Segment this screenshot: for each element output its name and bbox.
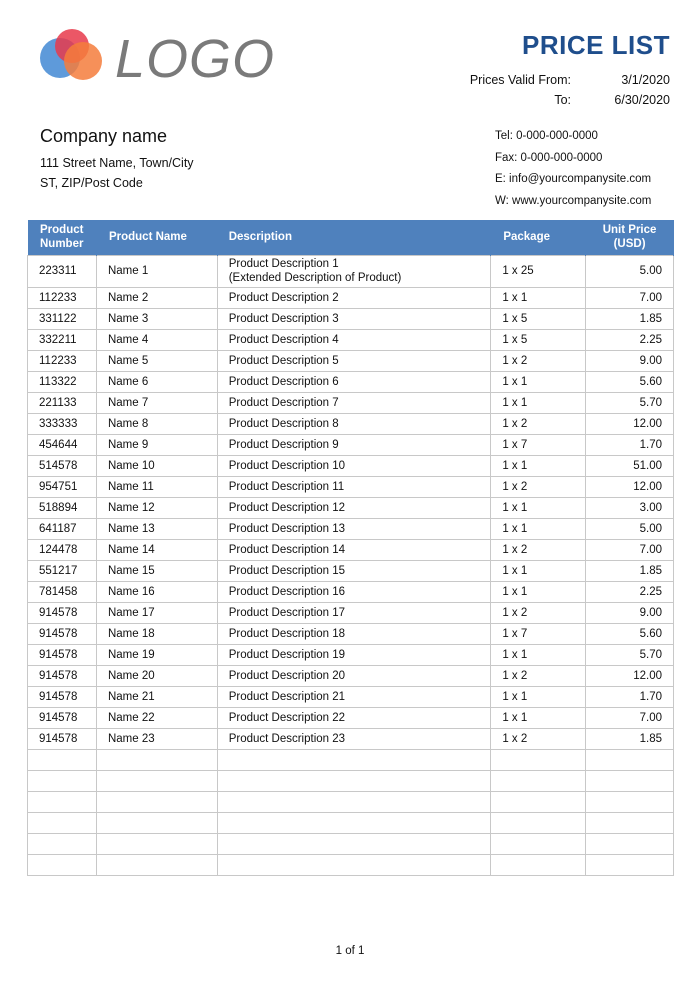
cell-unit-price: 5.00 [586,255,674,287]
cell-description [217,644,491,665]
cell-description [217,392,491,413]
cell-product-name: Name 15 [96,560,217,581]
cell-description [217,518,491,539]
table-row [28,686,674,707]
table-row [28,497,674,518]
cell-product-name: Name 20 [96,665,217,686]
cell-package: 1 x 2 [491,350,586,371]
col-product-number: Product Number [28,220,97,255]
description-text: Product Description 9 [228,438,339,451]
cell-unit-price: 5.70 [586,644,674,665]
cell-unit-price: 12.00 [586,665,674,686]
cell-unit-price: 2.25 [586,329,674,350]
cell-product-number: 914578 [28,665,97,686]
cell-product-number: 518894 [28,497,97,518]
table-row [28,518,674,539]
cell-description [217,665,491,686]
cell-package: 1 x 1 [491,686,586,707]
cell-package: 1 x 1 [491,581,586,602]
cell-package: 1 x 7 [491,434,586,455]
cell-description [217,329,491,350]
table-row [28,392,674,413]
cell-product-name: Name 16 [96,581,217,602]
page-number: 1 of 1 [335,945,365,957]
cell-product-name: Name 10 [96,455,217,476]
cell-product-number: 223311 [28,255,97,287]
description-text: Product Description 7 [228,396,339,409]
company-name: Company name [40,126,168,146]
cell-package: 1 x 1 [491,560,586,581]
cell-product-name: Name 21 [96,686,217,707]
company-address-line-2: ST, ZIP/Post Code [40,176,143,190]
cell-product-number: 333333 [28,413,97,434]
cell-description [217,497,491,518]
cell-product-name: Name 18 [96,623,217,644]
cell-package: 1 x 2 [491,539,586,560]
cell-unit-price: 9.00 [586,602,674,623]
description-text: Product Description 8 [228,417,339,430]
cell-package: 1 x 1 [491,518,586,539]
cell-unit-price: 7.00 [586,287,674,308]
logo-circles-icon [38,28,104,84]
description-text: Product Description 13 [228,522,346,535]
description-text: Product Description 18 [228,627,346,640]
table-row [28,287,674,308]
cell-unit-price: 9.00 [586,350,674,371]
cell-description [217,476,491,497]
cell-description [217,686,491,707]
cell-unit-price: 1.85 [586,728,674,749]
col-unit-price: Unit Price (USD) [586,220,674,255]
cell-product-number: 954751 [28,476,97,497]
table-row [28,255,674,287]
cell-product-number: 551217 [28,560,97,581]
empty-row [28,770,674,791]
logo-text: LOGO [115,29,276,89]
cell-unit-price: 2.25 [586,581,674,602]
cell-unit-price: 12.00 [586,476,674,497]
cell-description [217,287,491,308]
valid-to-label: To: [554,93,571,107]
description-text: Product Description 1 [228,258,339,270]
cell-product-number: 113322 [28,371,97,392]
description-text: Product Description 16 [228,585,346,598]
cell-package: 1 x 25 [491,255,586,287]
table-row [28,623,674,644]
cell-description [217,413,491,434]
cell-product-name: Name 14 [96,539,217,560]
description-text: Product Description 10 [228,459,346,472]
logo [38,28,288,88]
cell-product-number: 331122 [28,308,97,329]
cell-product-number: 914578 [28,707,97,728]
table-row [28,350,674,371]
cell-package: 1 x 1 [491,497,586,518]
description-text: Product Description 22 [228,711,346,724]
cell-package: 1 x 2 [491,665,586,686]
description-text: Product Description 20 [228,669,346,682]
cell-product-number: 112233 [28,350,97,371]
cell-package: 1 x 5 [491,308,586,329]
cell-unit-price: 12.00 [586,413,674,434]
cell-description [217,728,491,749]
cell-package: 1 x 2 [491,728,586,749]
contact-info [495,126,651,212]
cell-product-name: Name 4 [96,329,217,350]
cell-unit-price: 1.85 [586,560,674,581]
description-text: Product Description 15 [228,564,346,577]
cell-description [217,371,491,392]
cell-description [217,560,491,581]
cell-product-number: 914578 [28,644,97,665]
cell-unit-price: 5.00 [586,518,674,539]
table-row [28,602,674,623]
cell-unit-price: 5.60 [586,371,674,392]
cell-description [217,350,491,371]
cell-package: 1 x 2 [491,476,586,497]
cell-product-name: Name 19 [96,644,217,665]
cell-product-number: 914578 [28,602,97,623]
table-row [28,413,674,434]
cell-product-number: 112233 [28,287,97,308]
cell-package: 1 x 1 [491,455,586,476]
table-row [28,560,674,581]
col-package: Package [491,220,586,255]
cell-product-number: 641187 [28,518,97,539]
cell-description [217,707,491,728]
description-text: Product Description 14 [228,543,346,556]
description-text: Product Description 4 [228,333,339,346]
cell-description [217,455,491,476]
cell-product-name: Name 6 [96,371,217,392]
cell-product-number: 914578 [28,728,97,749]
cell-unit-price: 1.70 [586,434,674,455]
company-info [40,125,194,193]
table-row [28,308,674,329]
table-row [28,329,674,350]
empty-row [28,812,674,833]
contact-tel: Tel: 0-000-000-0000 [495,130,598,142]
cell-unit-price: 7.00 [586,539,674,560]
valid-from-label: Prices Valid From: [469,73,571,87]
table-row [28,371,674,392]
empty-row [28,749,674,770]
cell-package: 1 x 2 [491,602,586,623]
table-row [28,665,674,686]
cell-unit-price: 1.70 [586,686,674,707]
page-title: PRICE LIST [521,30,670,60]
cell-description [217,581,491,602]
cell-product-name: Name 17 [96,602,217,623]
cell-product-number: 514578 [28,455,97,476]
valid-to-value: 6/30/2020 [614,93,670,107]
table-row [28,476,674,497]
cell-product-name: Name 5 [96,350,217,371]
cell-unit-price: 5.60 [586,623,674,644]
cell-description [217,255,491,287]
cell-unit-price: 3.00 [586,497,674,518]
description-text: Product Description 23 [228,732,346,745]
description-text: Product Description 6 [228,375,339,388]
cell-product-name: Name 22 [96,707,217,728]
description-text: Product Description 21 [228,690,346,703]
contact-fax: Fax: 0-000-000-0000 [495,151,603,164]
cell-product-name: Name 11 [96,476,217,497]
validity-dates [445,70,670,110]
cell-unit-price: 7.00 [586,707,674,728]
empty-row [28,854,674,875]
cell-description [217,623,491,644]
cell-package: 1 x 1 [491,392,586,413]
description-text: Product Description 17 [228,606,346,619]
company-address-line-1: 111 Street Name, Town/City [40,156,194,170]
empty-row [28,791,674,812]
cell-product-number: 914578 [28,623,97,644]
cell-product-name: Name 23 [96,728,217,749]
description-text: Product Description 5 [228,354,339,367]
cell-unit-price: 1.85 [586,308,674,329]
col-product-name: Product Name [96,220,217,255]
cell-product-name: Name 13 [96,518,217,539]
cell-product-name: Name 12 [96,497,217,518]
cell-product-name: Name 8 [96,413,217,434]
price-table [27,220,674,876]
cell-product-number: 124478 [28,539,97,560]
cell-package: 1 x 2 [491,413,586,434]
cell-product-name: Name 2 [96,287,217,308]
table-row [28,455,674,476]
cell-package: 1 x 1 [491,371,586,392]
cell-product-name: Name 9 [96,434,217,455]
cell-product-number: 454644 [28,434,97,455]
table-row [28,707,674,728]
cell-product-name: Name 1 [96,255,217,287]
description-text: Product Description 19 [228,648,346,661]
cell-product-number: 221133 [28,392,97,413]
cell-description [217,434,491,455]
col-description: Description [217,220,491,255]
cell-product-name: Name 7 [96,392,217,413]
cell-product-name: Name 3 [96,308,217,329]
cell-unit-price: 5.70 [586,392,674,413]
cell-package: 1 x 1 [491,644,586,665]
description-text: Product Description 11 [228,480,345,493]
description-text: Product Description 12 [228,501,346,514]
valid-from-value: 3/1/2020 [621,73,670,87]
table-header-row [28,220,674,255]
cell-description [217,602,491,623]
description-extended: (Extended Description of Product) [228,272,402,284]
contact-web: W: www.yourcompanysite.com [495,194,652,207]
empty-row [28,833,674,854]
table-row [28,434,674,455]
cell-package: 1 x 1 [491,287,586,308]
cell-product-number: 914578 [28,686,97,707]
description-text: Product Description 3 [228,312,339,325]
contact-email: E: info@yourcompanysite.com [495,173,652,185]
table-row [28,539,674,560]
cell-unit-price: 51.00 [586,455,674,476]
cell-description [217,308,491,329]
cell-product-number: 781458 [28,581,97,602]
cell-description [217,539,491,560]
cell-package: 1 x 5 [491,329,586,350]
cell-product-number: 332211 [28,329,97,350]
table-row [28,644,674,665]
cell-package: 1 x 7 [491,623,586,644]
table-row [28,728,674,749]
table-row [28,581,674,602]
cell-package: 1 x 1 [491,707,586,728]
description-text: Product Description 2 [228,291,339,304]
